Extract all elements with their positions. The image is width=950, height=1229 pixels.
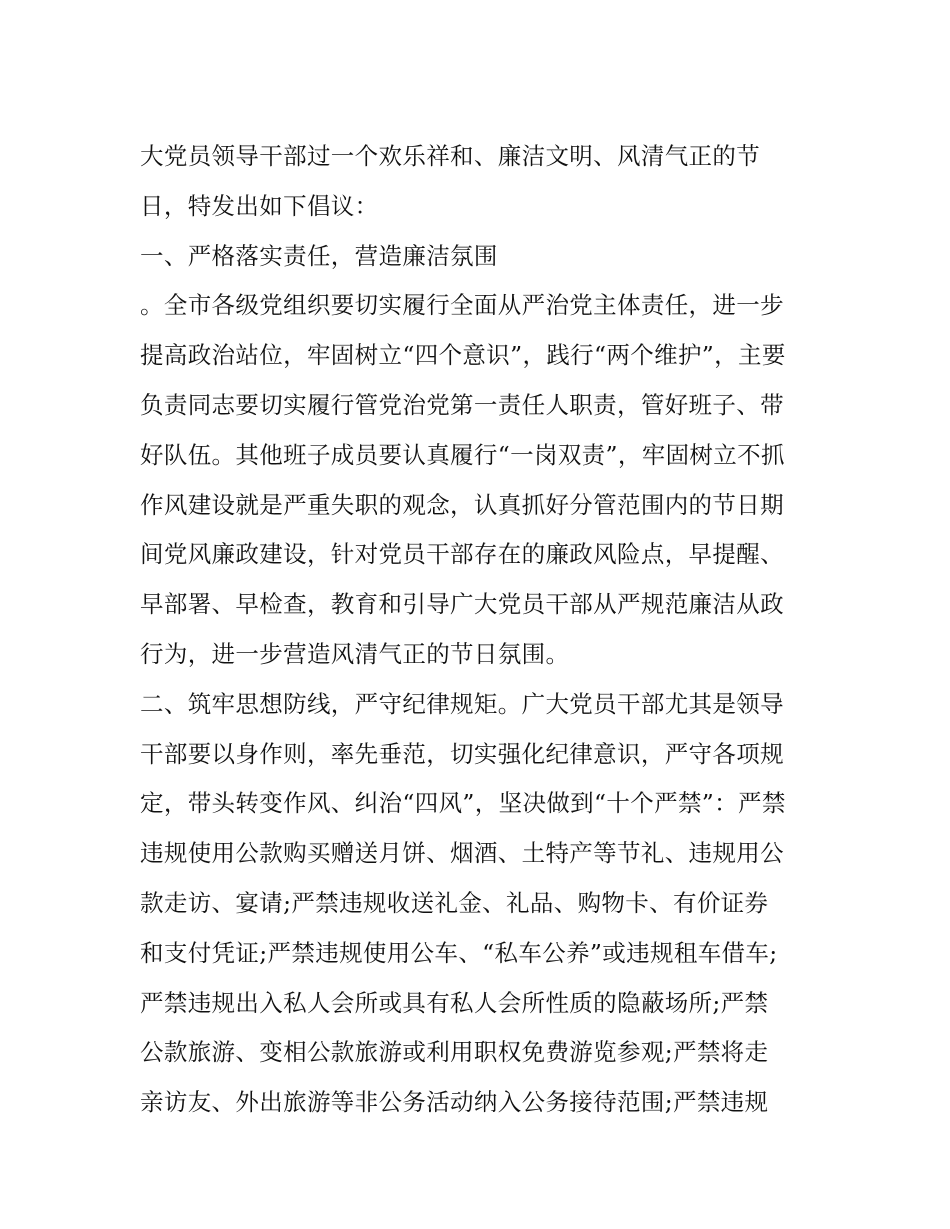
text-line: 日，特发出如下倡议： xyxy=(140,191,379,220)
section-heading-1: 一、严格落实责任，营造廉洁氛围 xyxy=(140,241,498,270)
text-line: 间党风廉政建设，针对党员干部存在的廉政风险点，早提醒、 xyxy=(140,540,784,569)
section-heading-2: 二、筑牢思想防线，严守纪律规矩。广大党员干部尤其是领导 xyxy=(140,689,784,718)
text-line: 干部要以身作则，率先垂范，切实强化纪律意识，严守各项规 xyxy=(140,739,784,768)
text-line: 和支付凭证;严禁违规使用公车、“私车公养”或违规租车借车; xyxy=(140,938,778,967)
text-line: 好队伍。其他班子成员要认真履行“一岗双责”，牢固树立不抓 xyxy=(140,440,785,469)
text-line: 。全市各级党组织要切实履行全面从严治党主体责任，进一步 xyxy=(140,291,784,320)
text-line: 严禁违规出入私人会所或具有私人会所性质的隐蔽场所;严禁 xyxy=(140,988,769,1017)
text-line: 提高政治站位，牢固树立“四个意识”，践行“两个维护”，主要 xyxy=(140,341,786,370)
text-line: 公款旅游、变相公款旅游或利用职权免费游览参观;严禁将走 xyxy=(140,1038,769,1067)
text-line: 负责同志要切实履行管党治党第一责任人职责，管好班子、带 xyxy=(140,390,784,419)
body-text xyxy=(140,132,830,1128)
text-line: 作风建设就是严重失职的观念，认真抓好分管范围内的节日期 xyxy=(140,490,784,519)
text-line: 款走访、宴请;严禁违规收送礼金、礼品、购物卡、有价证券 xyxy=(140,888,769,917)
text-line: 行为，进一步营造风清气正的节日氛围。 xyxy=(140,639,570,668)
text-line: 亲访友、外出旅游等非公务活动纳入公务接待范围;严禁违规 xyxy=(140,1088,769,1117)
text-line: 定，带头转变作风、纠治“四风”，坚决做到“十个严禁”：严禁 xyxy=(140,789,786,818)
text-line: 早部署、早检查，教育和引导广大党员干部从严规范廉洁从政 xyxy=(140,590,784,619)
text-line: 大党员领导干部过一个欢乐祥和、廉洁文明、风清气正的节 xyxy=(140,142,761,170)
text-line: 违规使用公款购买赠送月饼、烟酒、土特产等节礼、违规用公 xyxy=(140,839,784,868)
